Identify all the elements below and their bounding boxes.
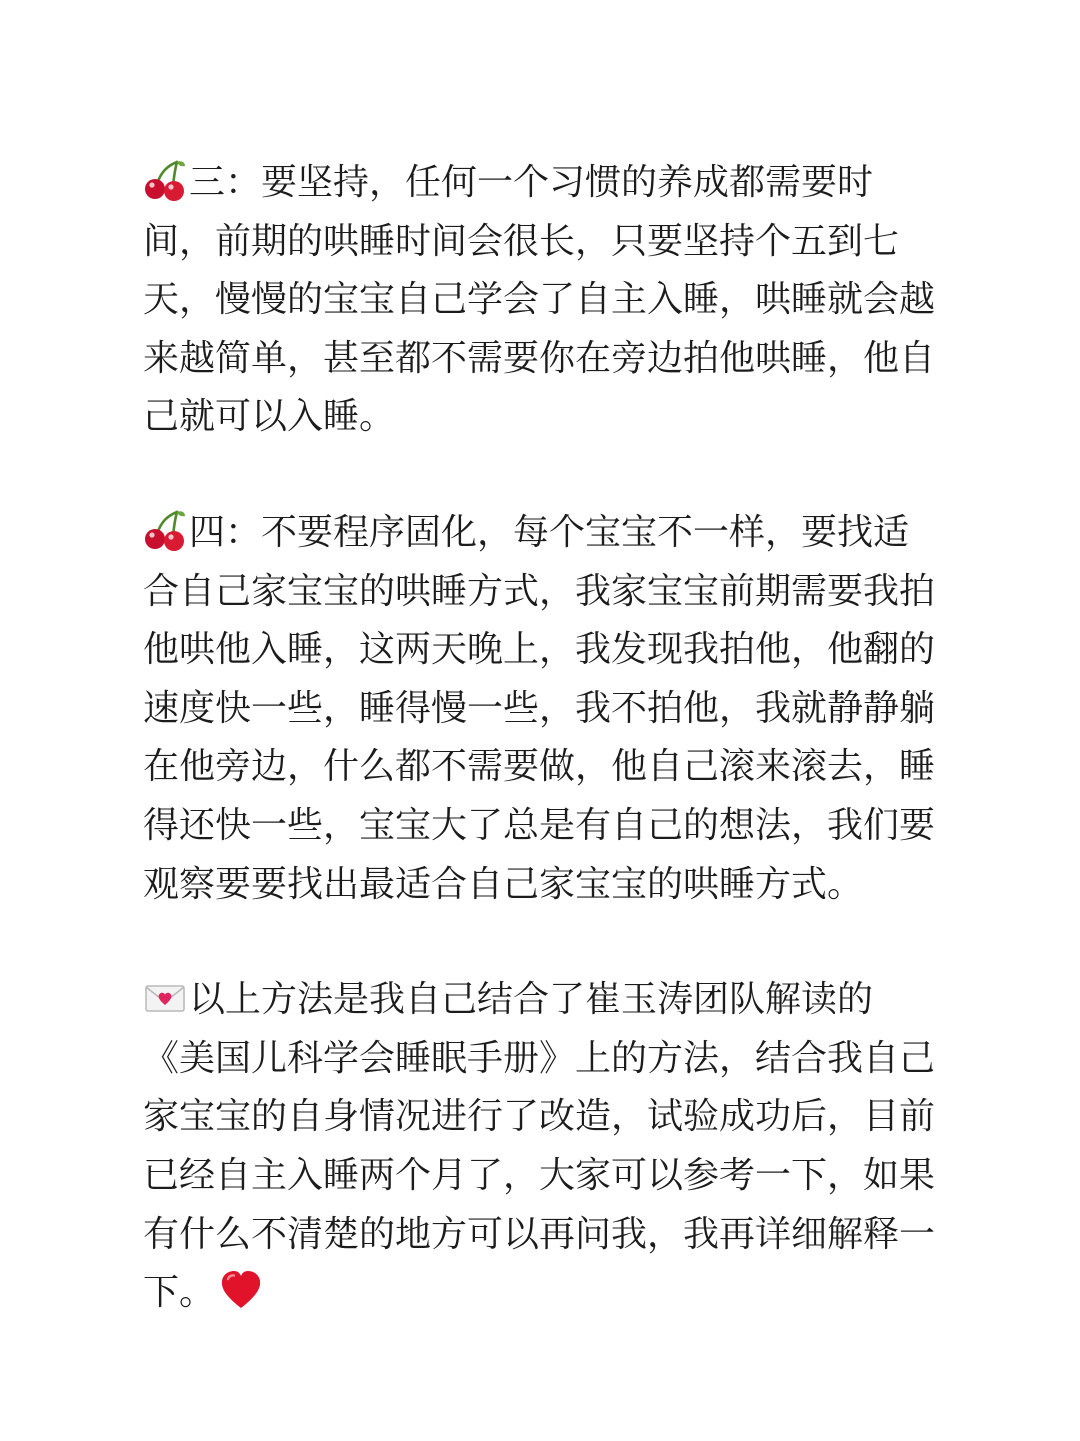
paragraph-text: 四：不要程序固化，每个宝宝不一样，要找适合自己家宝宝的哄睡方式，我家宝宝前期需要我拍他哄他入睡，这两天晚上，我发现我拍他，他翻的速度快一些，睡得慢一些，我不拍他，我就静静躺在他旁边，什么都不需要做，他自己滚来滚去，睡得还快一些，宝宝大了总是有自己的想法，我们要观察要要找出最适合自己家宝宝的哄睡方式。: [143, 511, 936, 905]
love-letter-icon: [143, 975, 187, 1019]
cherry-icon: [143, 508, 187, 552]
article-body: [143, 154, 943, 1323]
paragraph-tip-3: [143, 154, 943, 447]
paragraph-text: 以上方法是我自己结合了崔玉涛团队解读的《美国儿科学会睡眠手册》上的方法，结合我自己家宝宝的自身情况进行了改造，试验成功后，目前已经自主入睡两个月了，大家可以参考一下，如果有什么不清楚的地方可以再问我，我再详细解释一下。: [143, 979, 936, 1314]
paragraph-text: 三：要坚持，任何一个习惯的养成都需要时间，前期的哄睡时间会很长，只要坚持个五到七天，慢慢的宝宝自己学会了自主入睡，哄睡就会越来越简单，甚至都不需要你在旁边拍他哄睡，他自己就可以入睡。: [143, 162, 936, 438]
paragraph-tip-4: [143, 504, 943, 914]
cherry-icon: [143, 158, 187, 202]
red-heart-icon: [219, 1268, 263, 1312]
paragraph-summary: [143, 971, 943, 1323]
